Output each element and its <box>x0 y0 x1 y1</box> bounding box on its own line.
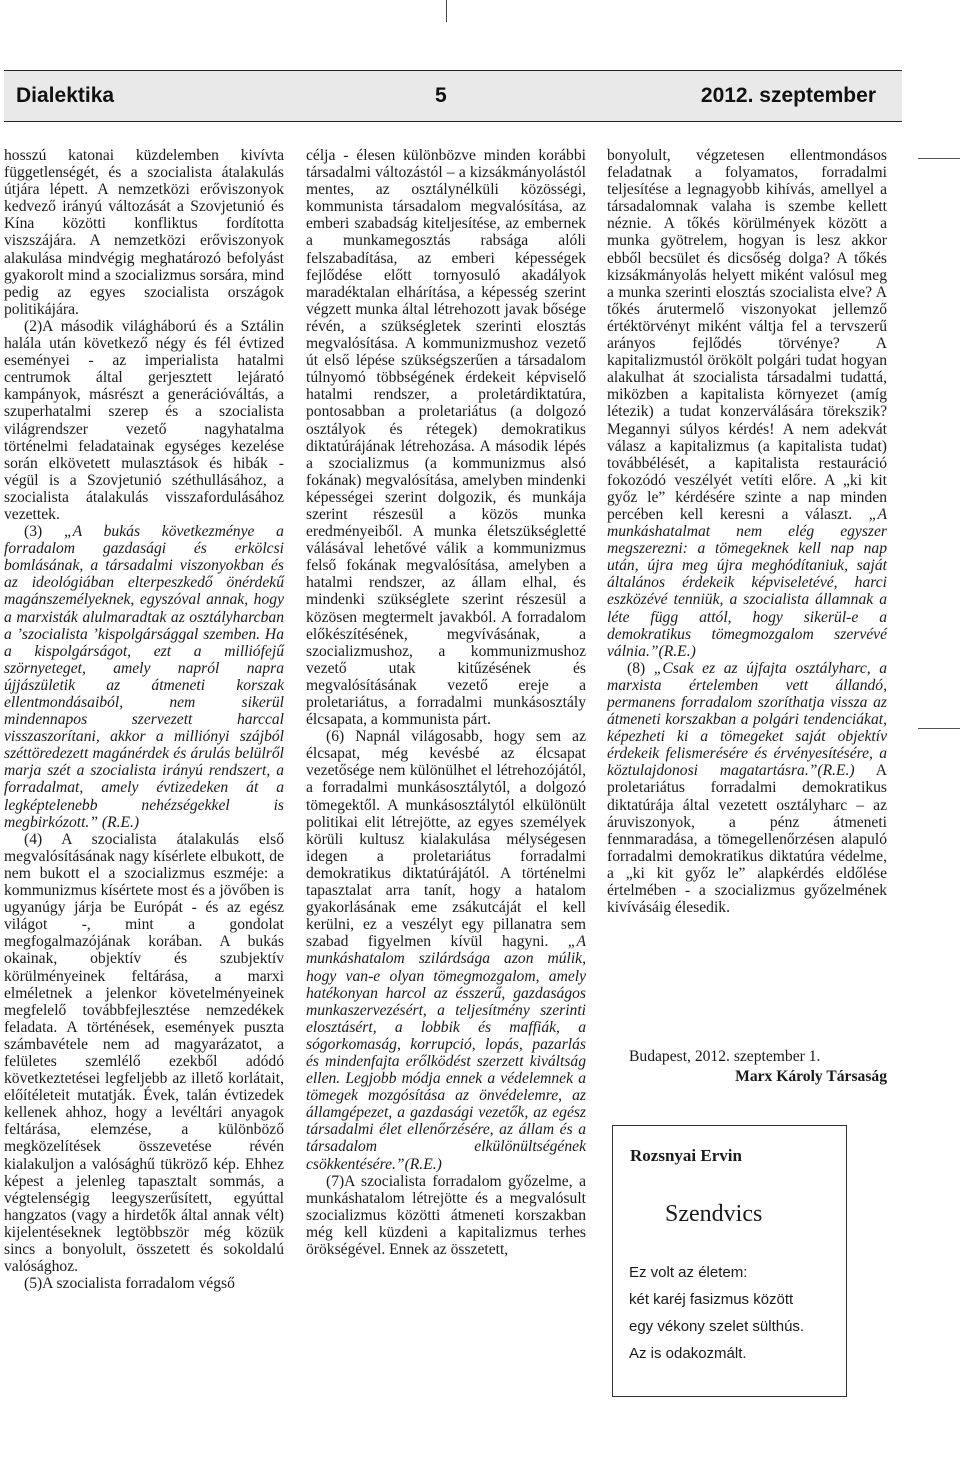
article-signoff <box>607 1047 887 1087</box>
page-header <box>4 70 902 122</box>
margin-rule-right-upper <box>918 158 960 159</box>
paragraph: célja - élesen különbözve minden korábbi társadalmi változástól – a kizsákmányolástól mentes, az osztálynélküli közösségi, kommunista társadalom megvalósítása, az emberi szabadság kiteljesítése, az embernek a munkamegosztás rabsága alóli felszabadítása, az emberi képességek fejlődése előtt tornyosuló akadályok maradéktalan elhárítása, a képesség szerint végzett munka által létrehozott javak bősége révén, a szükségletek szerinti elosztás megvalósítása. A kommunizmushoz vezető út első lépése szükségszerűen a társadalom túlnyomó többségének érdekeit képviselő hatalmi rendszer, a proletárdiktatúra, pontosabban a proletariátus (a dolgozó osztályok és rétegek) demokratikus diktatúrájának létrehozása. A második lépés a szocializmus (a kommunizmus alsó fokának) megvalósítása, amelyben mindenki képességei szerint dolgozik, és munkája szerint részesül a közös munka eredményeiből. A munka életszükségletté válásával lehetővé válik a kommunizmus felső fokának megvalósítása, amelyben a hatalmi rendszer, az állam elhal, és mindenki szükséglete szerint részesül a közösen megtermelt javakból. A forradalom előkészítésének, megvívásának, a szocializmushoz, a kommunizmushoz vezető utak kitűzésének és megvalósításának vezető ereje a proletariátus, a forradalmi munkásosztály élcsapata, a kommunista párt. <box>306 147 586 729</box>
paragraph: (4) A szocialista átalakulás első megvalósításának nagy kísérlete elbukott, de nem bukott el a szocializmus eszméje: a kommunizmus kísértete most és a jövőben is ugyanúgy járja be Európát - és az egész világot -, mint a gondolat megfogalmazójának korában. A bukás okainak, objektív és szubjektív körülményeinek feltárása, a marxi elméletnek a jelenkor követelményeinek megfelelő továbbfejlesztése nemzedékek feladata. A történések, események puszta számbavétele nem ad magyarázatot, a felületes szemlélő ezekből adódó következtetései legfeljebb az illető korlátait, előítéleteit mutatják. Évek, talán évtizedek kellenek ahhoz, hogy a levéltári anyagok feltárása, elemzése, a különböző megközelítések összevetése révén kialakuljon a valósághű tükröző kép. Ehhez képest a jelenleg tapasztalt sommás, a végtelenségig leegyszerűsített, egyúttal hangzatos (vagy a hirdetők által annak vélt) kijelentéseknek legtöbbször még közük sincs a bonyolult, összetett és sokoldalú valósághoz. <box>4 830 284 1276</box>
paragraph <box>607 147 887 660</box>
poem-line: két karéj fasizmus között <box>629 1291 794 1308</box>
quotation: „A munkáshatalom szilárdsága azon múlik, hogy van-e olyan tömegmozgalom, amely hatékonyan harcol az ésszerű, gazdaságos munkaszervezésért, a teljesítmény szerinti elosztásért, a lobbik és maffiák, a sógorkomaság, korrupció, lopás, pazarlás és mindenfajta erőlködést szerzett kiváltság ellen. Legjobb módja ennek a védelemnek a tömegek mozgósítása az önvédelemre, az államgépezet, a gazdasági vezetők, az egész társadalmi élet ellenőrzésére, az állam és a társadalom elkülönültségének csökkentésére.”(R.E.) <box>306 933 586 1173</box>
signoff-author: Marx Károly Társaság <box>735 1068 887 1085</box>
quotation: „A bukás következménye a forradalom gazdasági és erkölcsi bomlásának, a társadalmi viszonyokban és az ideológiában elterpeszkedő önérdekű magánszemélyeknek, egyszóval annak, hogy a marxisták alulmaradtak az osztályharcban a ʼszocialista ʼkispolgársággal szemben. Ha a kispolgárságot, ezt a milliófejű szörnyeteget, amely napról napra újjászületik az átmeneti korszak ellentmondásaiból, nem sikerül mindennapos szervezett harccal visszaszorítani, akkor a milliónyi szájból széttöredezett magánérdek és árulás belülről marja szét a szocialista irányú rendszert, a forradalmat, amely évtizedeken át a legképtelenebb nehézségekkel is megbirkózott.” (R.E.) <box>4 523 284 831</box>
poem-author: Rozsnyai Ervin <box>630 1146 742 1165</box>
publication-title: Dialektika <box>16 84 115 107</box>
article-column-3 <box>607 147 887 916</box>
signoff-date: Budapest, 2012. szeptember 1. <box>629 1048 821 1065</box>
poem-title: Szendvics <box>665 1201 763 1227</box>
paragraph-text: bonyolult, végzetesen ellentmondásos feladatnak a folyamatos, forradalmi teljesítése a legnagyobb kihívás, amellyel a társadalomnak valaha is szembe kellett néznie. A tőkés körülmények között a munka gyötrelem, hogyan is lesz akkor ebből becsület és dicsőség dolga? A tőkés kizsákmányolás helyett miként valósul meg a munka szerinti elosztás szocialista elve? A tőkés árutermelő viszonyokat jellemző értéktörvényt miként váltja fel a tervszerű arányos fejlődés törvénye? A kapitalizmustól örökölt polgári tudat hogyan alakulhat át szocialista társadalmi tudattá, miközben a kapitalista környezet (amíg létezik) a tudat konzerválására törekszik? Megannyi súlyos kérdés! A nem adekvát válasz a kapitalizmus (a kapitalista tudat) továbbélését, a kapitalista restauráció fokozódó veszélyét vetíti előre. A „ki kit győz le” kérdésére szinte a nap minden percében kell keresni a választ. <box>607 147 887 523</box>
paragraph-number: (3) <box>24 523 64 541</box>
poem-line: Ez volt az életem: <box>629 1264 748 1281</box>
poem-lines <box>629 1264 804 1372</box>
poem-line: egy vékony szelet sülthús. <box>629 1318 805 1335</box>
poem-box <box>612 1125 847 1397</box>
quotation: „A munkáshatalmat nem elég egyszer megszerezni: a tömegeknek kell nap nap után, újra meg újra meghódítaniuk, saját általános érdekeik képviseletévé, harci eszközévé tenniük, a szocialista államnak a léte függ attól, hogy sikerül-e a demokratikus tömegmozgalom szervévé válnia.”(R.E.) <box>607 505 887 660</box>
paragraph: (2)A második világháború és a Sztálin halála után következő négy és fél évtized eseményei - az imperialista hatalmi centrumok által gerjesztett lejárató kampányok, másrészt a generációváltás, a szuperhatalmi szerep és a szocialista világrendszer vezető nagyhatalma történelmi feladatainak egységes kezelése során elkövetett mulasztások és hibák - végül is a Szovjetunió széthullásához, a szocialista átalakulás visszafordulásához vezettek. <box>4 317 284 523</box>
paragraph-number: (8) <box>627 659 654 677</box>
paragraph: hosszú katonai küzdelemben kivívta függetlenségét, és a szocialista átalakulás útjára lépett. A nemzetközi erőviszonyok kedvező irányú változását a Szovjetunió és Kína közötti konfliktus fordította viszszájára. A nemzetközi erőviszonyok alakulása mindvégig meghatározó befolyást gyakorolt mind a szocializmus sorsára, mind pedig az egyes szocialista országok politikájára. <box>4 147 284 318</box>
issue-date: 2012. szeptember <box>700 84 876 107</box>
paragraph-text: A proletariátus forradalmi demokratikus diktatúrája által vezetett osztályharc – az áruviszonyok, a pénz átmeneti fennmaradása, a tömegellenőrzésen alapuló forradalmi demokratikus diktatúra védelme, a „ki kit győz le” alapkérdés eldőlése értelmében - a szocializmus győzelmének kivívásáig élesedik. <box>607 762 887 917</box>
quotation: „Csak ez az újfajta osztályharc, a marxista értelemben vett állandó, permanens forradalom szoríthatja vissza az átmeneti korszakban a polgári tendenciákat, képezheti ki a tömegeket saját objektív érdekeik felismerésére és érvényesítésére, a köztulajdonosi magatartásra.”(R.E.) <box>607 659 887 780</box>
page-number: 5 <box>435 84 447 107</box>
margin-rule-right-lower <box>918 728 960 729</box>
paragraph-text: (6) Napnál világosabb, hogy sem az élcsapat, még kevésbé az élcsapat vezetősége nem különülhet el létrehozójától, a forradalmi munkásosztálytól, a dolgozó tömegektől. A munkásosztálytól elkülönült politikai elit létrejötte, az egyes személyek körüli kultusz kialakulása mélységesen idegen a proletariátus forradalmi demokratikus diktatúrájától. A történelmi tapasztalat arra tanít, hogy a hatalom gyakorlásának eme zsákutcáját el kell kerülni, ez a veszélyt egy pillanatra sem szabad figyelmen kívül hagyni. <box>306 728 586 951</box>
paragraph <box>607 660 887 916</box>
article-column-1 <box>4 147 284 1292</box>
article-column-2 <box>306 147 586 1258</box>
paragraph: (5)A szocialista forradalom végső <box>24 1275 235 1293</box>
poem-line: Az is odakozmált. <box>629 1345 747 1362</box>
paragraph <box>306 728 586 1172</box>
paragraph <box>4 523 284 831</box>
paragraph: (7)A szocialista forradalom győzelme, a munkáshatalom létrejötte és a megvalósult szocializmus közötti átmeneti korszakban még kell küzdeni a kapitalizmus terhes örökségével. Ennek az összetett, <box>306 1172 586 1258</box>
crop-mark-top <box>446 0 447 22</box>
